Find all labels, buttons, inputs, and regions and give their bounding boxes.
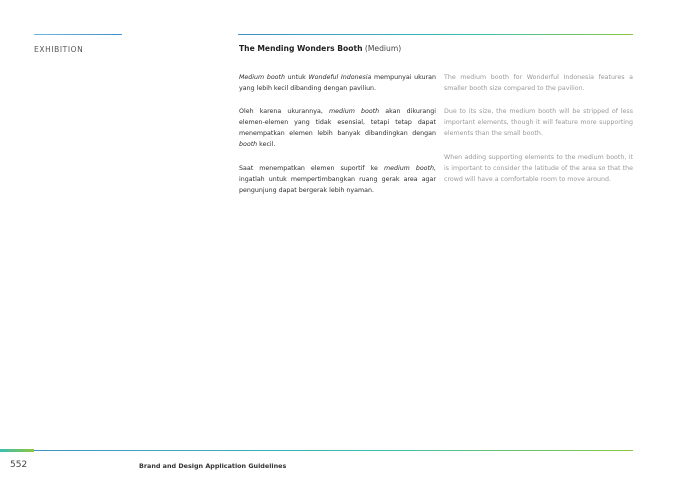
id-p2-text-c: kecil. bbox=[257, 141, 276, 149]
section-label: EXHIBITION bbox=[34, 45, 84, 54]
id-paragraph-3 bbox=[239, 163, 436, 196]
footer-rule bbox=[0, 450, 633, 451]
id-p3-term: medium booth, bbox=[383, 164, 436, 172]
id-p3-text-b: ingatlah untuk mempertimbangkan ruang gerak area agar pengunjung dapat bergerak lebih nyaman. bbox=[239, 175, 436, 194]
id-p2-term-b: booth bbox=[239, 141, 258, 149]
en-paragraph-2: Due to its size, the medium booth will be stripped of less important elements, though it will feature more supporting elements than the small booth. bbox=[444, 108, 633, 138]
booth-name: The Mending Wonders Booth bbox=[239, 44, 363, 53]
id-p2-text-a: Oleh karena ukurannya, bbox=[239, 108, 329, 116]
footer-accent bbox=[0, 449, 34, 452]
id-p1-text-a: untuk bbox=[285, 74, 309, 81]
footer-title: Brand and Design Application Guidelines bbox=[139, 462, 287, 470]
id-p1-term: Medium booth bbox=[239, 74, 285, 81]
id-paragraph-1 bbox=[239, 72, 436, 94]
page-title bbox=[239, 44, 401, 53]
id-paragraph-2 bbox=[239, 106, 436, 150]
id-p2-term: medium booth bbox=[328, 108, 380, 116]
header-rule-left bbox=[34, 34, 122, 35]
page-number: 552 bbox=[10, 460, 28, 470]
header-rule-main bbox=[238, 34, 633, 35]
id-p2-text-b: akan dikurangi elemen-elemen yang tidak esensial, tetapi tetap dapat menempatkan elemen lebih banyak dibandingkan dengan bbox=[239, 108, 437, 138]
booth-size: (Medium) bbox=[364, 44, 402, 53]
en-paragraph-1: The medium booth for Wonderful Indonesia features a smaller booth size compared to the pavilion. bbox=[444, 74, 633, 92]
english-column bbox=[444, 72, 633, 197]
id-p1-text-b: mempunyai ukuran yang lebih kecil dibanding dengan paviliun. bbox=[239, 74, 437, 92]
en-paragraph-3: When adding supporting elements to the medium booth, it is important to consider the latitude of the area so that the crowd will have a comfortable room to move around. bbox=[444, 153, 633, 183]
indonesian-column bbox=[239, 72, 436, 208]
id-p3-text-a: Saat menempatkan elemen suportif ke bbox=[239, 164, 384, 172]
id-p1-brand: Wondeful Indonesia bbox=[308, 74, 372, 81]
